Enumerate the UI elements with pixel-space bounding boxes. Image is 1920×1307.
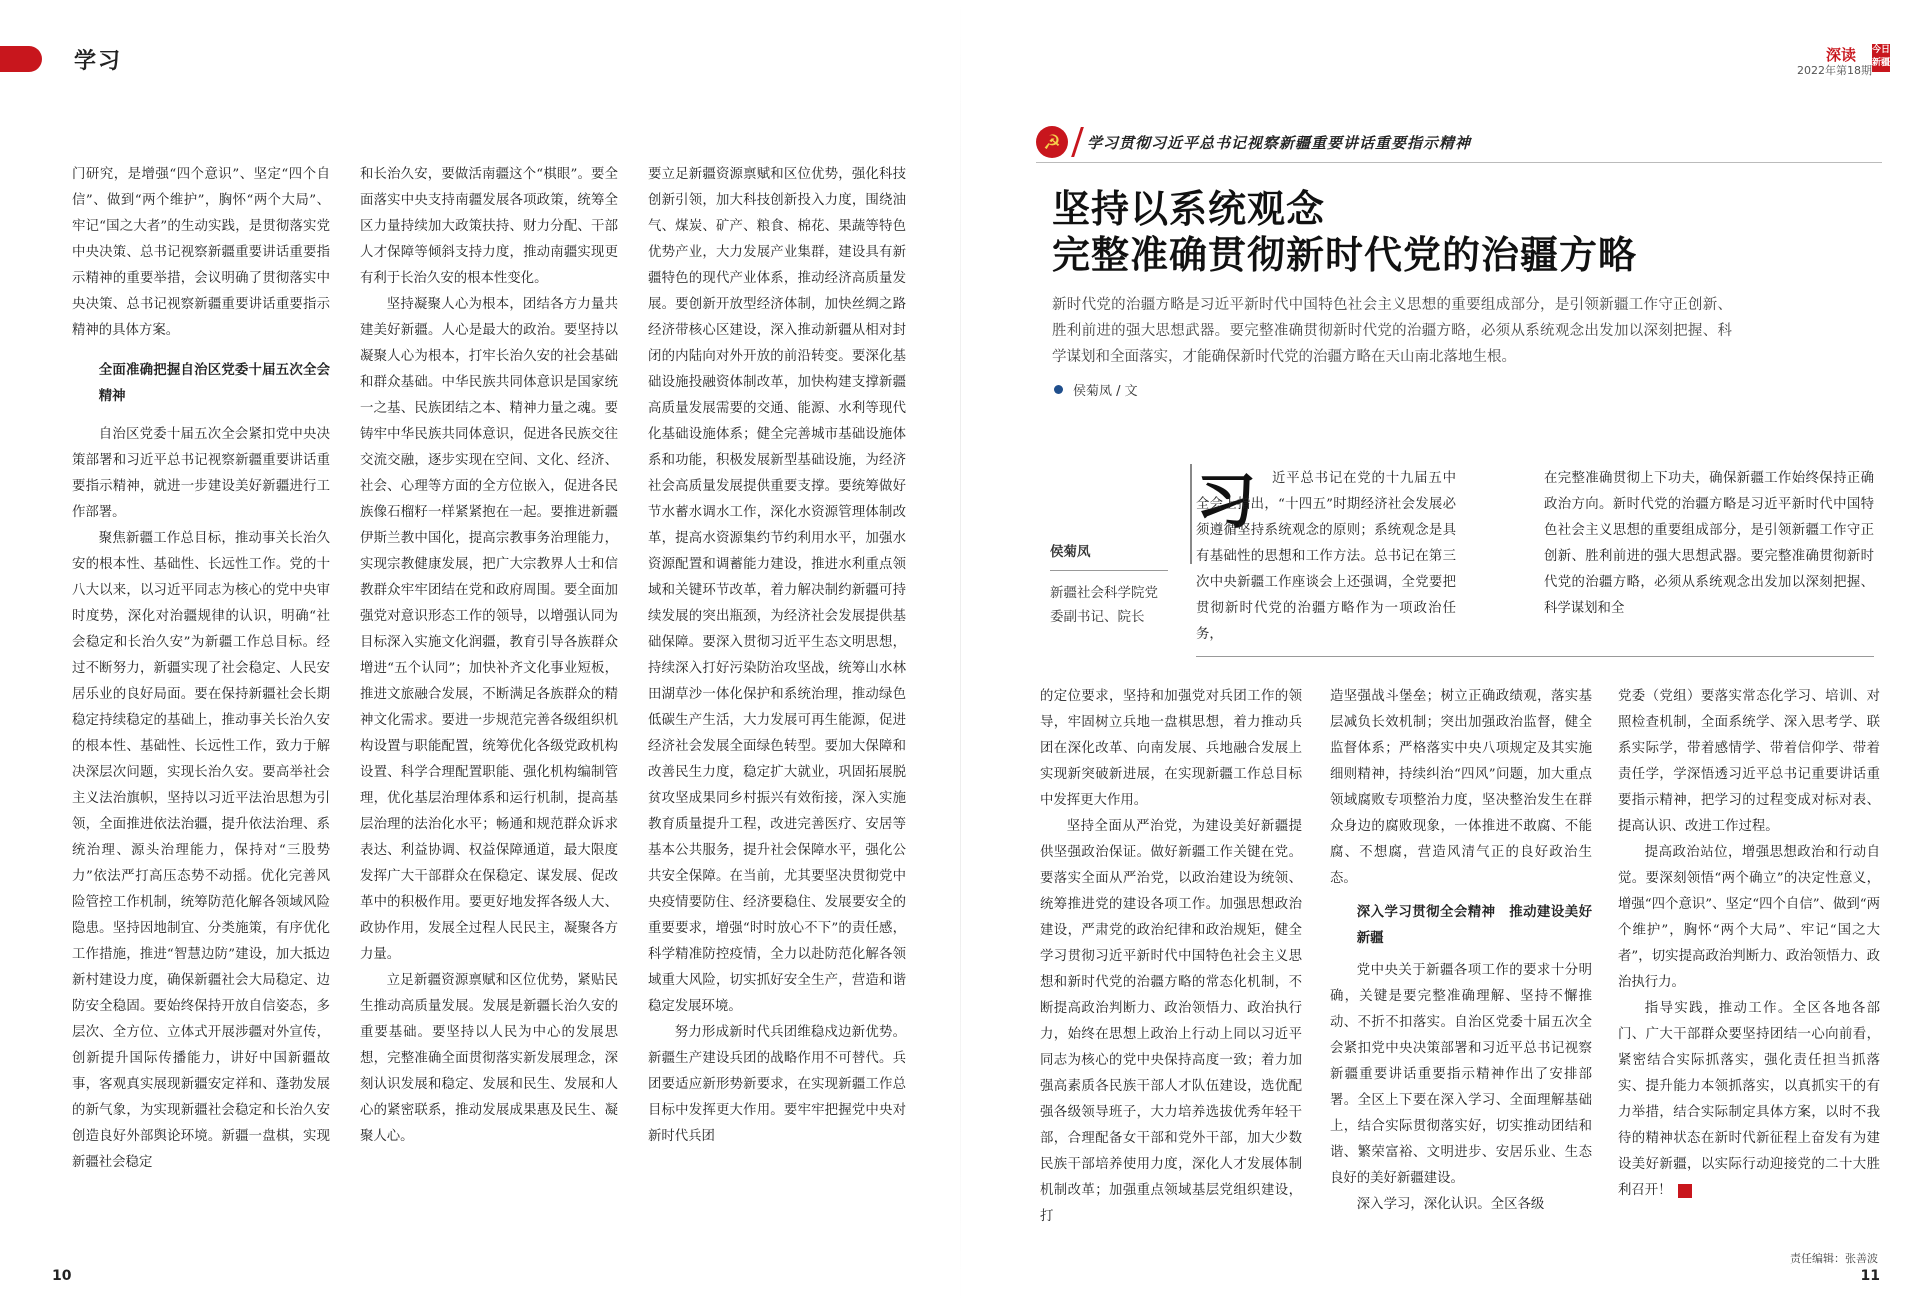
- end-mark-icon: [1678, 1184, 1692, 1198]
- drop-cap: 习: [1196, 467, 1256, 537]
- subheading: 深入学习贯彻全会精神 推动建设美好新疆: [1356, 905, 1592, 946]
- party-emblem-icon: ☭: [1036, 126, 1068, 158]
- paragraph: 聚焦新疆工作总目标，推动事关长治久安的根本性、基础性、长远性工作。党的十八大以来，以习近平同志为核心的党中央审时度势，深化对治疆规律的认识，明确“社会稳定和长治久安”为新疆工作总目标。经过不断努力，新疆实现了社会稳定、人民安居乐业的良好局面。要在保持新疆社会长期稳定持续稳定的基础上，推动事关长治久安的根本性、基础性、长远性工作，致力于解决深层次问题，实现长治久安。要高举社会主义法治旗帜，坚持以习近平法治思想为引领，全面推进依法治疆，提升依法治理、系统治理、源头治理能力，保持对“三股势力”依法严打高压态势不动摇。优化完善风险管控工作机制，统筹防范化解各领域风险隐患。坚持因地制宜、分类施策，有序优化工作措施，推进“智慧边防”建设，加大抵边新村建设力度，确保新疆社会大局稳定、边防安全稳固。要始终保持开放自信姿态，多层次、全方位、立体式开展涉疆对外宣传，创新提升国际传播能力，讲好中国新疆故事，客观真实展现新疆安定祥和、蓬勃发展的新气象，为实现新疆社会稳定和长治久安创造良好外部舆论环境。新疆一盘棋，实现新疆社会稳定: [72, 531, 330, 1170]
- magazine-name: 深读: [1825, 46, 1856, 64]
- subheading: 全面准确把握自治区党委十届五次全会精神: [98, 363, 330, 404]
- left-column-3: [648, 162, 906, 1150]
- dropcap-rule: [1190, 464, 1192, 564]
- paragraph: 自治区党委十届五次全会紧扣党中央决策部署和习近平总书记视察新疆重要讲话重要指示精神，就进一步建设美好新疆进行工作部署。: [72, 427, 330, 520]
- author-title: 新疆社会科学院党委副书记、院长: [1050, 585, 1158, 625]
- article-lead: 新时代党的治疆方略是习近平新时代中国特色社会主义思想的重要组成部分，是引领新疆工作守正创新、胜利前进的强大思想武器。要完整准确贯彻新时代党的治疆方略，必须从系统观念出发加以深刻把握、科学谋划和全面落实，才能确保新时代党的治疆方略在天山南北落地生根。: [1052, 297, 1732, 365]
- column-banner: [1036, 126, 1471, 158]
- author-card: [1050, 540, 1168, 629]
- banner-text: 学习贯彻习近平总书记视察新疆重要讲话重要指示精神: [1087, 133, 1472, 152]
- left-column-2: [360, 162, 618, 1150]
- paragraph: 坚持全面从严治党，为建设美好新疆提供坚强政治保证。做好新疆工作关键在党。要落实全面从严治党，以政治建设为统领、统筹推进党的建设各项工作。加强思想政治建设，严肃党的政治纪律和政治规矩，健全学习贯彻习近平新时代中国特色社会主义思想和新时代党的治疆方略的常态化机制，不断提高政治判断力、政治领悟力、政治执行力，始终在思想上政治上行动上同以习近平同志为核心的党中央保持高度一致；着力加强高素质各民族干部人才队伍建设，选优配强各级领导班子，大力培养选拔优秀年轻干部，合理配备女干部和党外干部，加大少数民族干部培养使用力度，深化人才发展体制机制改革；加强重点领域基层党组织建设，打: [1040, 819, 1302, 1224]
- right-column-2: [1330, 684, 1592, 1218]
- paragraph: 的定位要求，坚持和加强党对兵团工作的领导，牢固树立兵地一盘棋思想，着力推动兵团在深化改革、向南发展、兵地融合发展上实现新突破新进展，在实现新疆工作总目标中发挥更大作用。: [1040, 689, 1302, 808]
- banner-divider: [1036, 162, 1882, 163]
- section-label: 学习: [74, 49, 123, 74]
- paragraph: 努力形成新时代兵团维稳戍边新优势。新疆生产建设兵团的战略作用不可替代。兵团要适应新形势新要求，在实现新疆工作总目标中发挥更大作用。要牢牢把握党中央对新时代兵团: [648, 1025, 906, 1144]
- intro-column-1: 近平总书记在党的十九届五中全会上指出，“十四五”时期经济社会发展必须遵循坚持系统观念的原则；系统观念是具有基础性的思想和工作方法。总书记在第三次中央新疆工作座谈会上还强调，全党要把贯彻新时代党的治疆方略作为一项政治任务，: [1196, 471, 1456, 642]
- paragraph: [1618, 996, 1880, 1204]
- issue-number: 2022年第18期: [1797, 64, 1872, 77]
- closing-text: 指导实践，推动工作。全区各地各部门、广大干部群众要坚持团结一心向前看，紧密结合实际抓落实，强化责任担当抓落实、提升能力本领抓落实，以真抓实干的有力举措，结合实际制定具体方案，以时不我待的精神状态在新时代新征程上奋发有为建设美好新疆，以实际行动迎接党的二十大胜利召开！: [1618, 1001, 1880, 1198]
- page-gutter: [960, 0, 961, 1307]
- byline-dot-icon: [1054, 385, 1063, 394]
- page-number-right: 11: [1860, 1268, 1880, 1284]
- paragraph: 立足新疆资源禀赋和区位优势，紧贴民生推动高质量发展。发展是新疆长治久安的重要基础。要坚持以人民为中心的发展思想，完整准确全面贯彻落实新发展理念，深刻认识发展和稳定、发展和民生、发展和人心的紧密联系，推动发展成果惠及民生、凝聚人心。: [360, 973, 618, 1144]
- paragraph: 深入学习，深化认识。全区各级: [1356, 1197, 1545, 1212]
- paragraph: 坚持凝聚人心为根本，团结各方力量共建美好新疆。人心是最大的政治。要坚持以凝聚人心为根本，打牢长治久安的社会基础和群众基础。中华民族共同体意识是国家统一之基、民族团结之本、精神力量之魂。要铸牢中华民族共同体意识，促进各民族交往交流交融，逐步实现在空间、文化、经济、社会、心理等方面的全方位嵌入，促进各民族像石榴籽一样紧紧抱在一起。要推进新疆伊斯兰教中国化，提高宗教事务治理能力，实现宗教健康发展，把广大宗教界人士和信教群众牢牢团结在党和政府周围。要全面加强党对意识形态工作的领导，以增强认同为目标深入实施文化润疆，教育引导各族群众增进“五个认同”；加快补齐文化事业短板，推进文旅融合发展，不断满足各族群众的精神文化需求。要进一步规范完善各级组织机构设置与职能配置，统筹优化各级党政机构设置、科学合理配置职能、强化机构编制管理，优化基层治理体系和运行机制，提高基层治理的法治化水平；畅通和规范群众诉求表达、利益协调、权益保障通道，最大限度发挥广大干部群众在保稳定、谋发展、促改革中的积极作用。要更好地发挥各级人大、政协作用，发展全过程人民民主，凝聚各方力量。: [360, 297, 618, 962]
- responsible-editor: 责任编辑：张善波: [1790, 1252, 1878, 1265]
- paragraph: 党中央关于新疆各项工作的要求十分明确，关键是要完整准确理解、坚持不懈推动、不折不扣落实。自治区党委十届五次全会紧扣党中央决策部署和习近平总书记视察新疆重要讲话重要指示精神作出了安排部署。全区上下要在深入学习、全面理解基础上，结合实际贯彻落实好，切实推动团结和谐、繁荣富裕、文明进步、安居乐业、生态良好的美好新疆建设。: [1330, 963, 1592, 1186]
- article-title-line-1: 坚持以系统观念: [1052, 187, 1326, 231]
- byline-text: 侯菊凤 / 文: [1073, 384, 1138, 399]
- author-name: 侯菊凤: [1050, 540, 1168, 571]
- paragraph: 提高政治站位，增强思想政治和行动自觉。要深刻领悟“两个确立”的决定性意义，增强“四个意识”、坚定“四个自信”、做到“两个维护”，胸怀“两个大局”、牢记“国之大者”，切实提高政治判断力、政治领悟力、政治执行力。: [1618, 845, 1880, 990]
- article-title-line-2: 完整准确贯彻新时代党的治疆方略: [1052, 233, 1638, 277]
- intro-column-2: 在完整准确贯彻上下功夫，确保新疆工作始终保持正确政治方向。新时代党的治疆方略是习近平新时代中国特色社会主义思想的重要组成部分，是引领新疆工作守正创新、胜利前进的强大思想武器。要完整准确贯彻新时代党的治疆方略，必须从系统观念出发加以深刻把握、科学谋划和全: [1544, 471, 1874, 616]
- paragraph: 造坚强战斗堡垒；树立正确政绩观，落实基层减负长效机制；突出加强政治监督，健全监督体系；严格落实中央八项规定及其实施细则精神，持续纠治“四风”问题，加大重点领域腐败专项整治力度，坚决整治发生在群众身边的腐败现象，一体推进不敢腐、不能腐、不想腐，营造风清气正的良好政治生态。: [1330, 689, 1592, 886]
- section-tab-marker: [0, 46, 42, 72]
- page-number-left: 10: [52, 1268, 72, 1284]
- paragraph: 门研究，是增强“四个意识”、坚定“四个自信”、做到“两个维护”，胸怀“两个大局”、牢记“国之大者”的生动实践，是贯彻落实党中央决策、总书记视察新疆重要讲话重要指示精神的重要举措，会议明确了贯彻落实中央决策、总书记视察新疆重要讲话重要指示精神的具体方案。: [72, 167, 330, 338]
- paragraph: 和长治久安，要做活南疆这个“棋眼”。要全面落实中央支持南疆发展各项政策，统筹全区力量持续加大政策扶持、财力分配、干部人才保障等倾斜支持力度，推动南疆实现更有利于长治久安的根本性变化。: [360, 167, 618, 286]
- left-column-1: [72, 162, 330, 1176]
- intro-divider: [1196, 656, 1874, 657]
- right-column-1: [1040, 684, 1302, 1230]
- paragraph: 党委（党组）要落实常态化学习、培训、对照检查机制，全面系统学、深入思考学、联系实际学，带着感情学、带着信仰学、带着责任学，学深悟透习近平总书记重要讲话重要指示精神，把学习的过程变成对标对表、提高认识、改进工作过程。: [1618, 689, 1880, 834]
- byline: [1054, 380, 1138, 399]
- paragraph: 要立足新疆资源禀赋和区位优势，强化科技创新引领，加大科技创新投入力度，围绕油气、煤炭、矿产、粮食、棉花、果蔬等特色优势产业，大力发展产业集群，建设具有新疆特色的现代产业体系，推动经济高质量发展。要创新开放型经济体制，加快丝绸之路经济带核心区建设，深入推动新疆从相对封闭的内陆向对外开放的前沿转变。要深化基础设施投融资体制改革，加快构建支撑新疆高质量发展需要的交通、能源、水利等现代化基础设施体系；健全完善城市基础设施体系和功能，积极发展新型基础设施，为经济社会高质量发展提供重要支撑。要统筹做好节水蓄水调水工作，深化水资源管理体制改革，提高水资源集约节约利用水平，加强水资源配置和调蓄能力建设，推进水利重点领域和关键环节改革，着力解决制约新疆可持续发展的突出瓶颈，为经济社会发展提供基础保障。要深入贯彻习近平生态文明思想，持续深入打好污染防治攻坚战，统筹山水林田湖草沙一体化保护和系统治理，推动绿色低碳生产生活，大力发展可再生能源，促进经济社会发展全面绿色转型。要加大保障和改善民生力度，稳定扩大就业，巩固拓展脱贫攻坚成果同乡村振兴有效衔接，深入实施教育质量提升工程，改进完善医疗、安居等基本公共服务，提升社会保障水平，强化公共安全保障。在当前，尤其要坚决贯彻党中央疫情要防住、经济要稳住、发展要安全的重要要求，增强“时时放心不下”的责任感，科学精准防控疫情，全力以赴防范化解各领域重大风险，切实抓好安全生产，营造和谐稳定发展环境。: [648, 167, 906, 1014]
- right-column-3: [1618, 684, 1880, 1204]
- banner-slash: [1071, 127, 1084, 157]
- magazine-logo: 今日 新疆: [1872, 44, 1890, 72]
